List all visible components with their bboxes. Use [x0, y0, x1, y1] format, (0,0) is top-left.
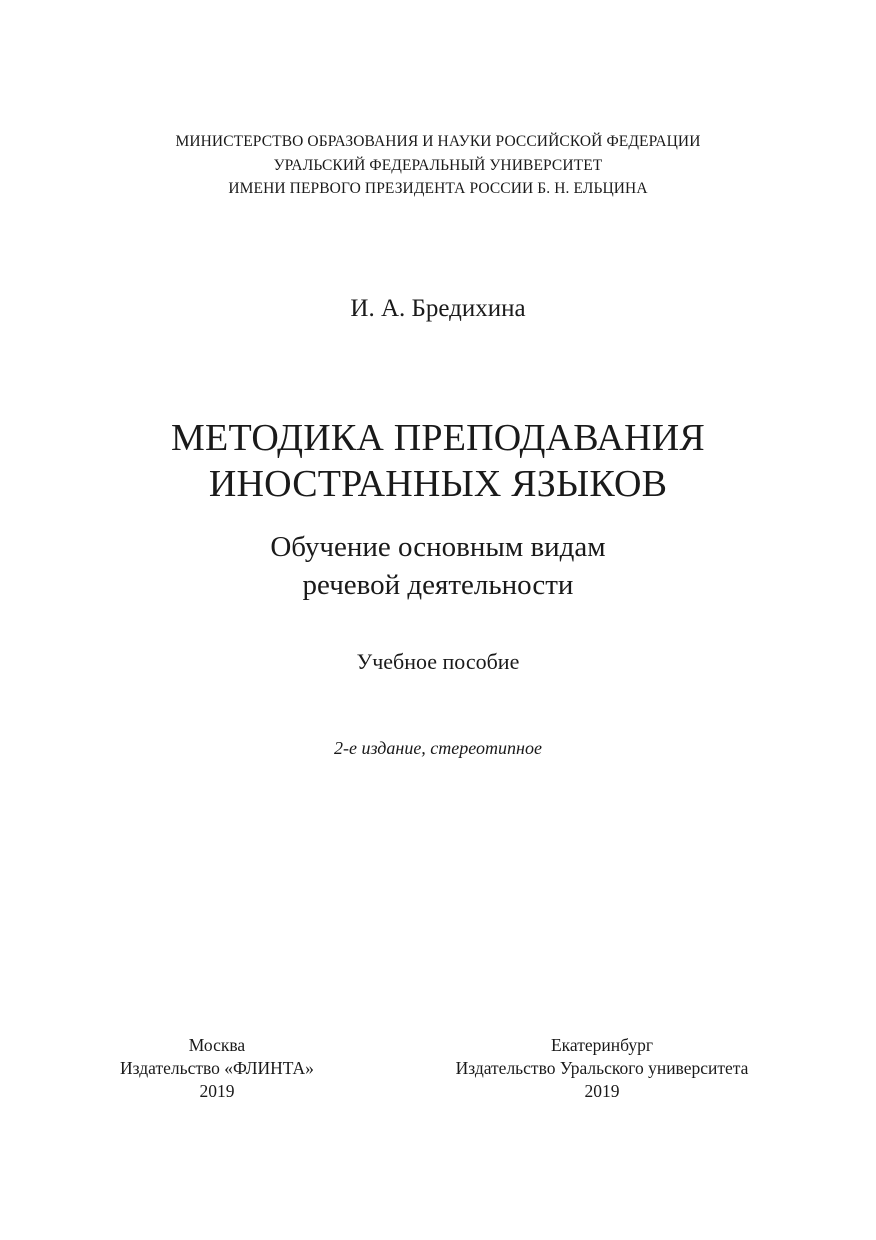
imprint-year: 2019 — [584, 1081, 620, 1101]
institution-line-ministry: МИНИСТЕРСТВО ОБРАЗОВАНИЯ И НАУКИ РОССИЙСКОЙ ФЕДЕРАЦИИ — [175, 133, 701, 150]
book-title — [0, 415, 876, 507]
imprint-city: Москва — [188, 1035, 246, 1055]
book-subtitle-line-1: Обучение основным видам — [270, 531, 606, 563]
imprint-year: 2019 — [199, 1081, 235, 1101]
imprint-moscow — [97, 1034, 337, 1103]
institution-header — [0, 130, 876, 201]
book-subtitle — [0, 528, 876, 604]
book-title-line-1: МЕТОДИКА ПРЕПОДАВАНИЯ — [171, 417, 705, 459]
author-name: И. А. Бредихина — [350, 295, 526, 322]
imprint-yekaterinburg — [432, 1034, 772, 1103]
imprint-publisher: Издательство Уральского университета — [455, 1058, 749, 1078]
institution-line-named-after: ИМЕНИ ПЕРВОГО ПРЕЗИДЕНТА РОССИИ Б. Н. ЕЛЬЦИНА — [228, 180, 648, 197]
imprint-city: Екатеринбург — [550, 1035, 654, 1055]
imprint-publisher: Издательство «ФЛИНТА» — [120, 1058, 314, 1078]
institution-line-university: УРАЛЬСКИЙ ФЕДЕРАЛЬНЫЙ УНИВЕРСИТЕТ — [273, 156, 603, 174]
edition-note: 2-е издание, стереотипное — [334, 738, 542, 758]
publication-genre: Учебное пособие — [356, 649, 520, 674]
book-title-line-2: ИНОСТРАННЫХ ЯЗЫКОВ — [208, 463, 668, 505]
book-subtitle-line-2: речевой деятельности — [302, 569, 574, 601]
